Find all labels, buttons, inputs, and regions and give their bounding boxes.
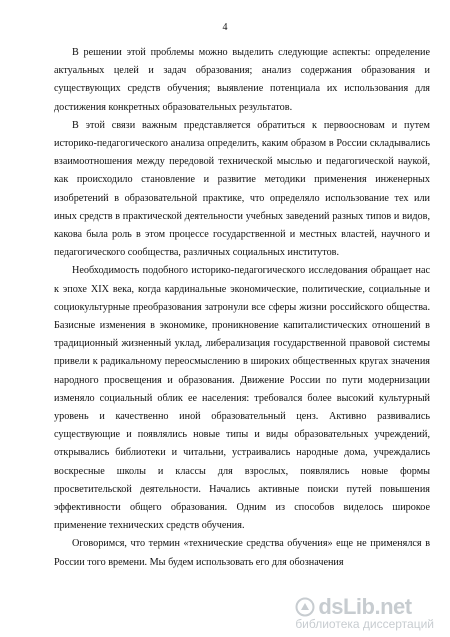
paragraph-historical-analysis: В этой связи важным представляется обратиться к первоосновам и путем историко-педагогического анализа определить, каким образом в России складывались взаимоотношения между передовой технической мыслью и педагогической наукой, как происходило становление и развитие методики применения инженерных изобретений в образовательной практике, что определяло использование тех или иных средств в практической деятельности учебных заведений разных типов и видов, какова была роль в этом процессе государственной и местных властей, научного и педагогического сообщества, различных социальных институтов.	[54, 119, 430, 259]
page-number: 4	[222, 22, 228, 33]
watermark-tagline: библиотека диссертаций	[295, 617, 434, 631]
document-body	[54, 44, 430, 572]
watermark-brand: dsLib.net	[318, 594, 412, 619]
paragraph-aspects: В решении этой проблемы можно выделить следующие аспекты: определение актуальных целей и задач образования; анализ содержания образования и существующих средств обучения; выявление потенциала их использования для достижения конкретных образовательных результатов.	[54, 47, 430, 113]
paragraph-nineteenth-century: Необходимость подобного историко-педагогического исследования обращает нас к эпохе XIX века, когда кардинальные экономические, политические, социальные и социокультурные преобразования затронули все сферы жизни российского общества. Базисные изменения в экономике, проникновение капиталистических отношений в традиционный жизненный уклад, либерализация государственной правовой системы привели к радикальному переосмыслению в широких общественных кругах значения народного просвещения и образования. Движение России по пути модернизации изменяло социальный облик ее населения: требовался более высокий культурный уровень и качественно иной образовательный ценз. Активно развивались существующие и появлялись новые типы и виды образовательных учреждений, открывались библиотеки и читальни, устраивались народные дома, учреждались воскресные школы и классы для взрослых, появлялись новые формы просветительской деятельности. Начались активные поиски путей повышения эффективности общего образования. Одним из способов виделось широкое применение технических средств обучения.	[54, 265, 430, 532]
dslib-watermark	[295, 594, 434, 631]
paragraph-terminology: Оговоримся, что термин «технические средства обучения» еще не применялся в России того времени. Мы будем использовать его для обозначения	[54, 538, 430, 568]
dslib-logo-icon	[295, 597, 315, 617]
